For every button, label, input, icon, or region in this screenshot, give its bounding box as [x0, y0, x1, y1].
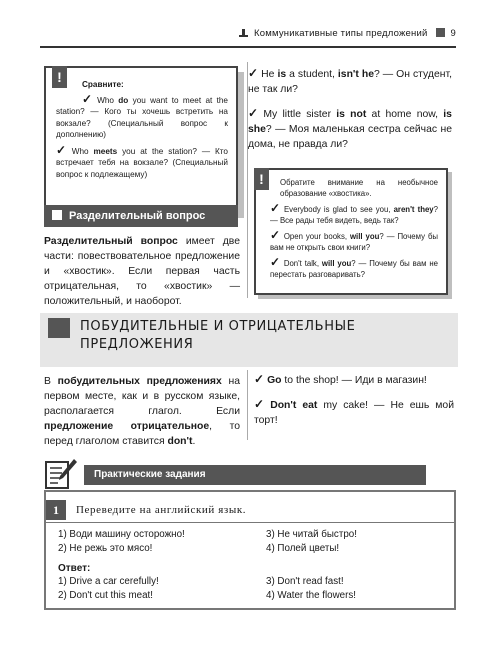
note-example-2: ✓ Open your books, will you? — Почему бы вам не открыть свои книги?	[270, 228, 439, 252]
section-tag-title: Разделительный вопрос	[69, 210, 206, 222]
header-square-icon	[436, 28, 445, 37]
example-go-to-shop: ✓ Go to the shop! — Иди в магазин!	[254, 372, 427, 386]
example-dont-eat: ✓ Don't eat my cake! — Не ешь мой торт!	[254, 397, 454, 426]
answer-item: 4) Water the flowers!	[266, 590, 357, 601]
compare-example-1: ✓ Who do you want to meet at the station? — Кого ты хочешь встретить на вокзале? (Специальный вопрос к дополнению)	[56, 91, 228, 139]
task-instruction: Переведите на английский язык.	[76, 504, 247, 516]
example-he-is-student: ✓ He is a student, isn't he? — Он студент, не так ли?	[248, 66, 452, 95]
checkmark-icon: ✓	[270, 201, 281, 215]
checkmark-icon: ✓	[254, 372, 265, 386]
chapter-title: Коммуникативные типы предложений	[254, 28, 428, 39]
tag-question-examples	[248, 66, 452, 152]
task-number: 1	[46, 500, 66, 520]
checkmark-icon: ✓	[270, 228, 281, 242]
column-divider	[247, 370, 248, 440]
checkmark-icon: ✓	[248, 66, 259, 80]
checkmark-icon: ✓	[248, 106, 261, 120]
page-number: 9	[450, 28, 456, 39]
task-item: 1) Води машину осторожно!	[58, 529, 185, 540]
section-tag	[44, 205, 238, 227]
task-item: 3) Не читай быстро!	[266, 529, 357, 540]
answer-item: 2) Don't cut this meat!	[58, 590, 153, 601]
tag-question-definition: Разделительный вопрос имеет две части: повествовательное предложение и «хвостик». Если первая часть отрицательная, то «хвостик» — положительный, и наоборот.	[44, 236, 240, 307]
checkmark-icon: ✓	[56, 142, 69, 157]
compare-title: Сравните:	[82, 80, 124, 89]
task-item: 4) Полей цветы!	[266, 543, 340, 554]
checkmark-icon: ✓	[254, 397, 268, 411]
exclamation-icon: !	[52, 66, 67, 88]
note-box	[254, 168, 448, 295]
answer-item: 1) Drive a car cerefully!	[58, 576, 159, 587]
section-heading: ПОБУДИТЕЛЬНЫЕ И ОТРИЦАТЕЛЬНЫЕ ПРЕДЛОЖЕНИЯ	[80, 319, 356, 352]
answer-item: 3) Don't read fast!	[266, 576, 344, 587]
exclamation-icon: !	[254, 168, 269, 190]
imperative-rule: В побудительных предложениях на первом месте, как и в русском языке, располагается глагол. Если предложение отрицательное, то перед глаголом ставится don't.	[44, 376, 241, 447]
checkmark-icon: ✓	[270, 255, 281, 269]
answer-label: Ответ:	[58, 563, 91, 574]
heading-square-icon	[48, 318, 70, 338]
note-example-1: ✓ Everybody is glad to see you, aren't they? — Все рады тебя видеть, ведь так?	[270, 201, 438, 225]
checkmark-icon: ✓	[82, 91, 95, 106]
compare-box	[44, 66, 238, 212]
task-item: 2) Не режь это мясо!	[58, 543, 153, 554]
compare-example-2: ✓ Who meets you at the station? — Кто встречает тебя на вокзале? (Специальный вопрос к подлежащему)	[56, 142, 228, 179]
notebook-pen-icon	[44, 456, 78, 490]
imperative-examples	[254, 372, 454, 428]
task-rule	[46, 522, 454, 523]
header-rule	[40, 46, 456, 48]
square-bullet-icon	[52, 210, 62, 220]
practice-bar: Практические задания	[84, 465, 426, 485]
note-example-3: ✓ Don't talk, will you? — Почему бы вам не перестать разговаривать?	[270, 255, 438, 279]
book-icon	[239, 29, 248, 37]
example-little-sister: ✓ My little sister is not at home now, is she? — Моя маленькая сестра сейчас не дома, не правда ли?	[248, 106, 452, 150]
note-intro: Обратите внимание на необычное образование «хвостика».	[280, 178, 438, 198]
